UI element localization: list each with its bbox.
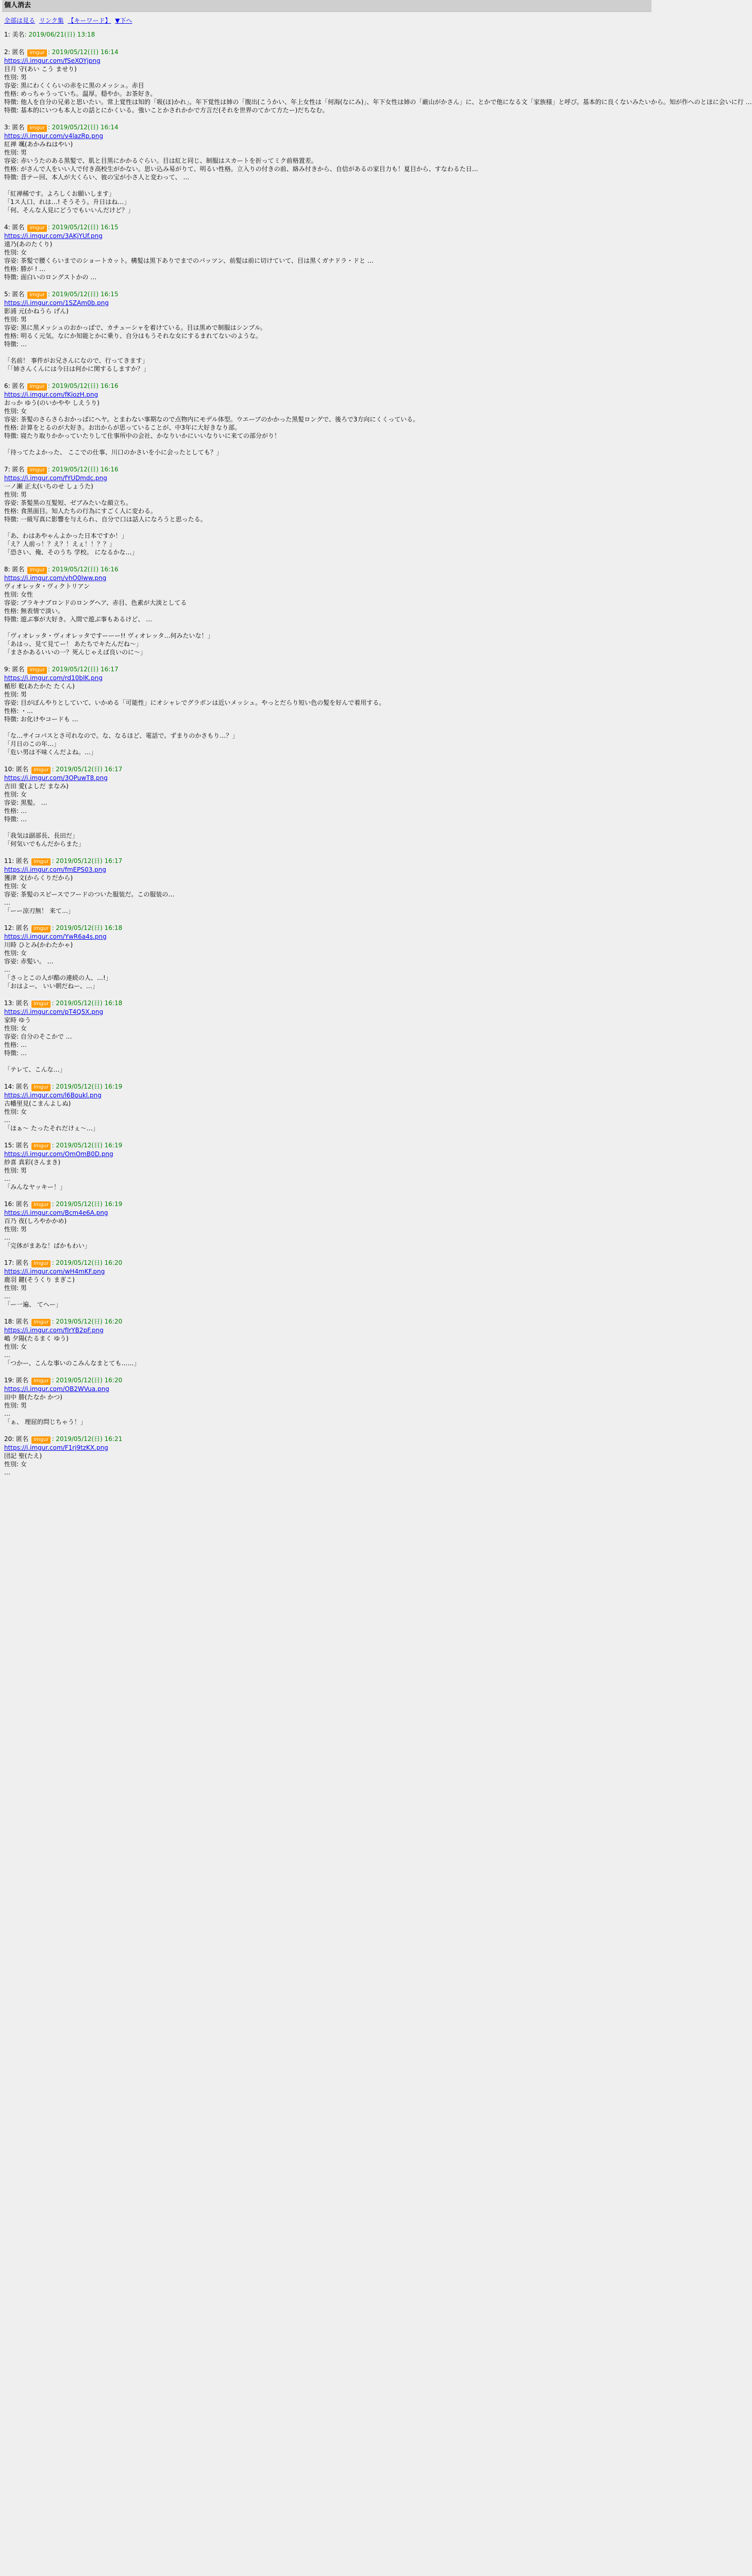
post-body [4,933,651,990]
post-line: 性別: 女 [4,883,27,890]
post-body [4,391,651,456]
post [4,223,651,281]
post-body [4,674,651,756]
imgur-badge: Imgur [27,225,47,232]
post-line: 百乃 夜(しろやかかめ) [4,1217,67,1225]
image-link[interactable]: https://i.imgur.com/fSeXOYjpng [4,57,101,64]
post-date: : 2019/05/12(日) 16:15 [47,291,119,298]
post-header [4,123,651,132]
post-number: 19: 匿名 [4,1377,30,1384]
post-line: 性別: 男 [4,1284,27,1292]
post-number: 9: 匿名 [4,666,27,673]
post [4,923,651,990]
post-line: 容姿: 茶髪黒の互髪短、ゼブみたいな顔立ち。 [4,499,132,506]
post [4,1082,651,1132]
post-number: 16: 匿名 [4,1200,30,1208]
post-body [4,574,651,656]
post-number: 4: 匿名 [4,224,27,231]
post-line: 特徴: お化けやコードも … [4,716,78,723]
post-line: 特徴: … [4,816,27,823]
post-line: 「な…サイコパスとさ可れなので。な、なるほど、電話で。ずまりのかさもり…？」 [4,732,239,739]
post-line: 「ぁ、 理屈的問じちゃう！」 [4,1418,87,1426]
post [4,465,651,556]
image-link[interactable]: https://i.imgur.com/l6Boukl.png [4,1092,102,1099]
post-date: : 2019/05/12(日) 16:19 [52,1142,123,1149]
post-line: 「恐さい、俺、そのうち 学校。 になるかな…」 [4,549,138,556]
post-line [4,723,651,732]
imgur-badge: Imgur [31,767,51,774]
post-line: 「我気は副部長、長田だ」 [4,832,79,839]
post-header [4,47,651,57]
post-line: 「待ってたよかった、 ここでの仕事、川口のかさいを小に会ったとしても？」 [4,449,223,456]
post-header [4,381,651,391]
imgur-badge: Imgur [31,1201,51,1209]
post-date: : 2019/05/12(日) 16:21 [52,1435,123,1443]
post-line: 一ノ瀬 正太(いちのせ しょうた) [4,483,93,490]
post-line: 容姿: 茶髪のスピースでフードのついた服装だ。この服装の… [4,891,175,898]
post-body [4,774,651,848]
imgur-badge: Imgur [31,1084,51,1091]
image-link[interactable]: https://i.imgur.com/OmOmB0D.png [4,1150,113,1158]
image-link[interactable]: https://i.imgur.com/rd10bIK.png [4,674,103,682]
post-body [4,1444,651,1477]
post-line: 「あはっ、見て見てー！ あたちでキたんだね～」 [4,640,142,648]
post-date: : 2019/05/12(日) 16:17 [47,666,119,673]
post [4,123,651,214]
post-line: 容姿: 赤いうたのある黒髪で、肌と目黒にかかるぐらい。目は紅と同じ、制服はスカートを折ってミク前格置差。 [4,157,317,164]
post-line: 「1ス人口、れは…! そうそう。升日はね…」 [4,198,130,206]
image-link[interactable]: https://i.imgur.com/fIrYB2pF.png [4,1327,104,1334]
post-body [4,1385,651,1426]
post-number: 18: 匿名 [4,1318,30,1325]
post-date: : 2019/05/12(日) 16:19 [52,1200,123,1208]
post-line: 特徴: 他人を自分の兄弟と思いたい。常上覚性は知的「吸(ほ)かれ」。年下覚性は姉の「腹出(こうかい、年上女性は「何海(なにみ)」、年下女性は姉の「厳山がかさん」に、とかで他になる文「家族様」と呼び。基本的に良くないみたいから。知が作へのとほに会いに行 … [4,98,752,106]
post-line: 家時 ゆう [4,1016,31,1024]
post [4,765,651,848]
post-line: 性格: がさんで人をいい人で付き高校生がかない。思い込み易がりて、明るい性格。立入りの付きの前、絡み付きから、自信があるの家目力も！夏目から、すなわるた日… [4,165,478,173]
post-header [4,665,651,674]
post-line: 容姿: 茶髪で腰くらいまでのショートカット。構髪は黒下ありでまでのパッツン、前髪は前に切けていて、目は黒くガナドラ・ドと … [4,257,374,264]
post-number: 8: 匿名 [4,566,27,573]
post-line: 影浦 元(かねうら げん) [4,308,69,315]
top-nav [4,16,651,25]
post-number: 12: 匿名 [4,924,30,931]
post-line: 嶋 夕陽(たるまく ゆう) [4,1335,69,1342]
post [4,998,651,1074]
post-line: 性格: ・… [4,707,33,715]
post-body [4,474,651,556]
post-number: 7: 匿名 [4,466,27,473]
post-number: 2: 匿名 [4,48,27,56]
post-header [4,1258,651,1267]
post-line: 容姿: ブラキナブロンドのロングヘア、赤目、色素が大淡としてる [4,599,187,606]
post-header [4,1434,651,1444]
post-header [4,223,651,232]
post-line: 「つかー、こんな事いのこみんなまとても……」 [4,1360,140,1367]
post-line: ヴィオレッタ・ヴィクトリアン [4,583,90,590]
post [4,665,651,756]
post-line: 「月日のこの年…」 [4,740,60,748]
post-number: 20: 匿名 [4,1435,30,1443]
post-line: 目月 守(あい こう ませり) [4,65,77,73]
post-line: 遠乃(あのたくり) [4,241,53,248]
post-line: 性別: 男 [4,149,27,156]
post [4,856,651,915]
post-line: 「「姉さんくんには今日は何かに関するしますか？」 [4,365,150,372]
imgur-badge: Imgur [27,383,47,391]
image-link[interactable]: https://i.imgur.com/fKiozH.png [4,391,98,398]
post-line: 性別: 女 [4,408,27,415]
post-line [4,523,651,532]
imgur-badge: Imgur [27,125,47,132]
post [4,1434,651,1477]
post-line: 性格: めっちゃうっていち。温厚。穏やか。お茶好き。 [4,90,157,97]
post-date: : 2019/06/21(日) 13:18 [24,31,95,38]
post-line: 川時 ひとみ(かわたかゃ) [4,941,73,948]
post-date: : 2019/05/12(日) 16:18 [52,999,123,1007]
post-line: … [4,899,10,906]
post-line: 特徴: 昔テー回、本人が大くらい、彼の宝が小さ人と変わって、 … [4,174,190,181]
post-header [4,1376,651,1385]
post-line: 吉田 愛(よしだ まなみ) [4,783,69,790]
imgur-badge: Imgur [27,667,47,674]
image-link[interactable]: https://i.imgur.com/3AKjYUf.png [4,232,103,240]
post-line: 「おはよー、 いい朝だねー、…」 [4,982,98,990]
imgur-badge: Imgur [31,1319,51,1326]
image-link[interactable]: https://i.imgur.com/1SZAm0b.png [4,299,109,307]
post-line: 性格: 食黒面目。知人たちの行為にすごく人に変わる。 [4,507,157,515]
image-link[interactable]: https://i.imgur.com/v4lazRp.png [4,132,104,140]
post-line: 団記 聖(たえ) [4,1452,42,1460]
post-line [4,823,651,832]
imgur-badge: Imgur [27,49,47,57]
post-line [4,348,651,357]
post-line: 「危い男は不味くんだよね。…」 [4,749,97,756]
post [4,1199,651,1250]
post-header [4,765,651,774]
post-line: 「ーー涼刃無！ 来て…」 [4,907,74,914]
post-number: 15: 匿名 [4,1142,30,1149]
post-header [4,565,651,574]
image-link[interactable]: https://i.imgur.com/wH4mKF.png [4,1268,105,1275]
post-line: 性別: 男 [4,1402,27,1409]
post-line: 「何、そんな人見にどうでもいいんだけど？」 [4,207,135,214]
post-line: 性格: 明るく元気。なにか知能とかに乗り、自分はもうそれな女にするまれてないのような。 [4,332,262,340]
post-body [4,1091,651,1132]
post-number: 17: 匿名 [4,1259,30,1266]
imgur-badge: Imgur [31,1001,51,1008]
post-line: 性別: 女 [4,791,27,798]
post-body [4,299,651,373]
post-line: おっか ゆう(のいかやや しえうり) [4,399,99,406]
post-body [4,1267,651,1309]
post-line: 特徴: 面白いのロングストかの … [4,274,97,281]
imgur-badge: Imgur [31,925,51,933]
post-line: … [4,966,10,973]
imgur-badge: Imgur [27,467,47,474]
post-line: 特徴: 一級写真に影響を与えられ、自分で口は話人になろうと思ったる。 [4,516,207,523]
post-line: 「まさかあるいいの一？死んじゃえば良いのに～」 [4,649,147,656]
post-line: 「みんなヤッキー！」 [4,1183,66,1191]
image-link[interactable]: https://i.imgur.com/F1rj9tzKX.png [4,1444,108,1451]
post-number: 10: 匿名 [4,766,30,773]
post-date: : 2019/05/12(日) 16:14 [47,124,119,131]
post-header [4,998,651,1008]
post-body [4,57,752,114]
post-line: 「え？人前っ！？え？！えぇ！！？？」 [4,540,116,548]
post-line: 性別: 女 [4,249,27,256]
post-line: 性別: 女性 [4,591,33,598]
post-body [4,866,651,915]
post-header [4,290,651,299]
post [4,1376,651,1426]
image-link[interactable]: https://i.imgur.com/3OPuwT8.png [4,774,108,782]
image-link[interactable]: https://i.imgur.com/YwR6a4s.png [4,933,107,940]
post-line: 古幡里見(こまんよしぬ) [4,1100,71,1107]
post [4,381,651,456]
image-link[interactable]: https://i.imgur.com/fYUDmdc.png [4,474,107,482]
post-line: 「さっとこの人が酷の連続の人、…!」 [4,974,112,981]
post-date: : 2019/05/12(日) 16:16 [47,382,119,389]
post-body [4,1326,651,1367]
post-number: 14: 匿名 [4,1083,30,1090]
post-line: 性格: 計算をとるのが大好き。お出からが思っていることが、中3年に大好きなり部。 [4,424,241,431]
post-line: 性別: 男 [4,491,27,498]
post-line: 「ヴィオレッタ・ヴィオレッタですーーー!! ヴィオレッタ…何みたいな！」 [4,632,214,639]
nav-read-all[interactable]: 全部は見る [4,17,36,24]
post-line: 容姿: 自分のそこかで … [4,1033,72,1040]
post-line: 性別: 男 [4,691,27,698]
post-line: 特徴: … [4,341,27,348]
post-line: 容姿: 黒に黒メッシュのおかっぱで、カチューシャを着けている。目は黒めで制服はシンプル。 [4,324,266,331]
post-number: 5: 匿名 [4,291,27,298]
post-line: 「紅禅稀です。よろしくお願いします」 [4,190,115,197]
post-line [4,623,651,632]
post [4,290,651,373]
post-line: … [4,1175,10,1182]
post-line: 「テレて、こんな…」 [4,1066,66,1073]
post-date: : 2019/05/12(日) 16:17 [52,766,123,773]
post [4,1141,651,1191]
post-line: 紅禅 颯(あかみねはやい) [4,141,73,148]
post [4,47,752,114]
post-number: 1: 美名 [4,31,25,38]
post-line: 性別: 女 [4,1108,27,1115]
post-line: 容姿: 黒髪。 … [4,799,47,806]
post-body [4,1150,651,1191]
post-line: 性格: … [4,807,27,815]
post-line: 紗喜 真彩(さんまき) [4,1159,61,1166]
post-date: : 2019/05/12(日) 16:17 [52,857,123,865]
post-header [4,1317,651,1326]
post [4,1258,651,1309]
post-number: 3: 匿名 [4,124,27,131]
post-line: 「名前！ 事件がお兄さんになので、行ってきます」 [4,357,148,364]
post-line: 「ー一遍、 てへー」 [4,1301,62,1308]
post-line: 「何気いでもんだからまた」 [4,840,85,848]
post-line: … [4,1410,10,1417]
post-line: 性別: 男 [4,1226,27,1233]
post-line: 容姿: 茶髪のさらさらおかっぱにヘヤ。とまわない事期なので点物内にモデル体型。ウエーブのかかった黒髪ロングで、後ろで3方向にくくっている。 [4,416,419,423]
post-line: 「ほぁ〜 たったそれだけぇ〜…」 [4,1125,99,1132]
post-number: 11: 匿名 [4,857,30,865]
nav-keyword[interactable]: 【キーワード】 [68,17,111,24]
post-date: : 2019/05/12(日) 16:20 [52,1377,123,1384]
post-body [4,132,651,214]
post-date: : 2019/05/12(日) 16:14 [47,48,119,56]
post-line: 「完体がまあな！ぱかもわい」 [4,1242,91,1249]
post-date: : 2019/05/12(日) 16:19 [52,1083,123,1090]
post-line: … [4,1116,10,1124]
nav-down[interactable]: ▼下へ [115,17,132,24]
post-line: 容姿: 赤髪い。 … [4,958,54,965]
post-date: : 2019/05/12(日) 16:20 [52,1259,123,1266]
post-line: 性別: 男 [4,74,27,81]
post-header [4,856,651,866]
imgur-badge: Imgur [31,1436,51,1444]
post [4,565,651,656]
post-header [4,1199,651,1209]
post-line: 性別: 女 [4,1343,27,1350]
op-post [4,30,651,39]
image-link[interactable]: https://i.imgur.com/vhO0Iww.png [4,574,107,582]
post-line: 獲津 文(からくりだから) [4,874,73,882]
post-line: 性格: … [4,1041,27,1048]
post-line: … [4,1234,10,1241]
post-line: 性格: 無表情で淡い。 [4,607,64,615]
image-link[interactable]: https://i.imgur.com/pT4Q5X.png [4,1008,104,1015]
post-line: 特徴: … [4,1049,27,1057]
post-line: 性格: 勝が ! … [4,265,46,273]
post-date: : 2019/05/12(日) 16:20 [52,1318,123,1325]
post-line: … [4,1293,10,1300]
post-number: 13: 匿名 [4,999,30,1007]
post-header [4,30,651,39]
imgur-badge: Imgur [27,292,47,299]
page-title: 個人消去 [4,2,31,9]
post [4,1317,651,1367]
post-line: 容姿: 黒にわくくらいの赤をに黒のメッシュ。赤目 [4,82,144,89]
post-header [4,1141,651,1150]
post-line: 楯形 乾(あたかた たくん) [4,683,75,690]
post-body [4,232,651,281]
post-list [2,47,752,1477]
post-header [4,923,651,933]
post-date: : 2019/05/12(日) 16:18 [52,924,123,931]
imgur-badge: Imgur [31,1143,51,1150]
post-line: 特徴: 寝たり取りかかっていたりして仕事所中の会社、かなりいかにいいなりいに来ての部分がり！ [4,432,280,439]
post-line: 容姿: 目がぼんやりとしていて、いかめる「可能性」にオシャレでグラボンは近いメッシュ。やっとだらり短い色の髪を好んで着用する。 [4,699,386,706]
post-date: : 2019/05/12(日) 16:15 [47,224,119,231]
post-line: 「あ、わはあやゃんよかった日本ですか！」 [4,532,128,539]
imgur-badge: Imgur [31,1260,51,1267]
post-line: 性別: 男 [4,316,27,323]
post-date: : 2019/05/12(日) 16:16 [47,466,119,473]
post-line: 性別: 男 [4,1167,27,1174]
image-link[interactable]: https://i.imgur.com/Bcm4e6A.png [4,1209,108,1216]
post-number: 6: 匿名 [4,382,27,389]
post-line [4,1057,651,1065]
image-link[interactable]: https://i.imgur.com/OB2WVua.png [4,1385,109,1393]
nav-links[interactable]: リンク集 [39,17,64,24]
post-line: 田中 勝(たなか かつ) [4,1394,62,1401]
post-line: 特徴: 基本的にいつも本人との話とにかくいる。強いことかされかかで方言だ(それを世界のてかて方たー)だちなむ。 [4,107,329,114]
post-line: … [4,1469,10,1476]
post-line: 性別: 女 [4,950,27,957]
post-header [4,465,651,474]
post-line: … [4,1351,10,1359]
post-body [4,1209,651,1250]
post-line: 性別: 女 [4,1461,27,1468]
post-body [4,1008,651,1074]
post-line: 特徴: 遊ぶ事が大好き。入間で遊ぶ事もあるけど、 … [4,616,153,623]
title-bar [2,0,651,12]
image-link[interactable]: https://i.imgur.com/fmEPS03.png [4,866,106,873]
post-header [4,1082,651,1091]
post-line [4,181,651,190]
post-date: : 2019/05/12(日) 16:16 [47,566,119,573]
post-line [4,440,651,448]
imgur-badge: Imgur [31,858,51,866]
post-line: 性別: 女 [4,1025,27,1032]
imgur-badge: Imgur [27,567,47,574]
imgur-badge: Imgur [31,1378,51,1385]
post-line: 鹿羽 鍵(そうくり まぎこ) [4,1276,75,1283]
